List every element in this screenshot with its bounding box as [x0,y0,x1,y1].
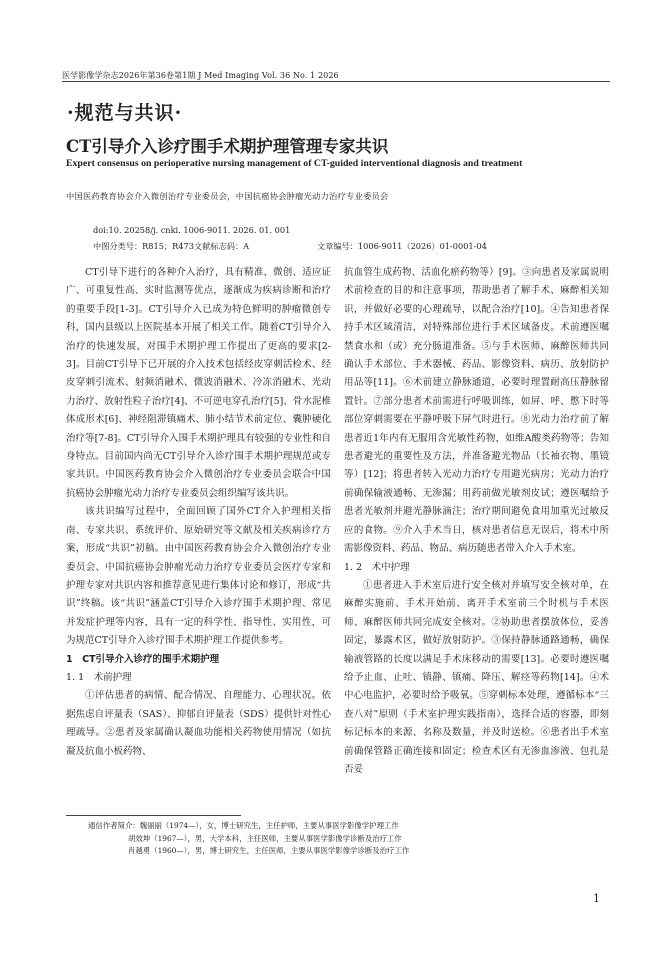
preop-continued-paragraph: 抗血管生成药物、活血化瘀药物等）[9]。③向患者及家属说明术前检查的目的和注意事项，帮助患者了解手术、麻醉相关知识，并做好必要的心理疏导，以配合治疗[10]。④告知患者保持手术区域清洁，对特殊部位进行手术区域备皮。术前遵医嘱禁食水和（或）充分肠道准备。⑤与手术医师、麻醉医师共同确认手术部位、手术器械、药品、影像资料、病历、放射防护用品等[11]。⑥术前建立静脉通道，必要时理置耐高压静脉留置针。⑦部分患者术前需进行呼吸训练，如屏、呼、憋下时等部位穿刺需要在平静呼吸下屏气时进行。⑧光动力治疗前了解患者近1年内有无服用含光敏性药物，如维A酸类药物等；告知患者避光的重要性及方法，并准备避光物品（长袖衣物、墨镜等）[12]；将患者转入光动力治疗专用避光病房；光动力治疗前确保输液通畅、无渗漏；用药前做光敏剂皮试；遵医嘱给予患者光敏剂并避光静脉滴注；治疗期间避免食用加重光过敏反应的食物。⑨介入手术当日，核对患者信息无误后，将术中所需影像资料、药品、物品、病历随患者带入介入手术室。 [344,267,609,555]
section-heading-1: 1 CT引导介入诊疗的围手术期护理 [66,653,220,665]
doi-line: doi:10. 20258/j. cnki. 1006-9011. 2026. 01. 001 [93,225,291,235]
footnote-author-1: 通信作者简介：魏丽丽（1974—），女，博士研究生，主任护师，主要从事医学影像学护理工作 [88,821,399,830]
subsection-heading-1-1: 1. 1 术前护理 [66,671,132,683]
section-label: ·规范与共识· [67,102,183,124]
footnote-divider [66,815,241,816]
footnote-author-2: 胡效坤（1967—），男，大学本科，主任医师，主要从事医学影像学诊断及治疗工作 [128,833,402,843]
intro-paragraph: CT引导下进行的各种介入治疗，具有精准、微创、适应证广、可重复性高、实时监测等优点，逐渐成为疾病诊断和治疗的重要手段[1-3]。CT引导介入已成为特色鲜明的肿瘤微创专科，国内县级以上医院基本开展了相关工作。随着CT引导介入治疗的快速发展，对围手术期护理工作提出了更高的要求[2-3]。目前CT引导下已开展的介入技术包括经皮穿刺活检术、经皮穿刺引流术、射频消融术、微波消融术、冷冻消融术、光动力治疗、放射性粒子治疗[4]、不可逆电穿孔治疗[5]、骨水泥椎体成形术[6]、神经阻滞镇痛术、肺小结节术前定位、囊肿硬化治疗等[7-8]。CT引导介入围手术期护理具有较强的专业性和自身特点。目前国内尚无CT引导介入诊疗围手术期护理规范或专家共识。中国医药教育协会介入微创治疗专业委员会联合中国抗癌协会肿瘤光动力治疗专业委员会组织编写该共识。 [66,267,331,499]
journal-header: 医学影像学杂志2026年第36卷第1期 J Med Imaging Vol. 36 No. 1 2026 [62,71,339,80]
left-column [66,264,331,761]
subsection-heading-1-2: 1. 2 术中护理 [344,561,410,573]
class-number: 中图分类号：R815；R473 [93,241,194,251]
article-title-cn: CT引导介入诊疗围手术期护理管理专家共识 [66,137,389,156]
right-column [344,264,609,779]
method-paragraph: 该共识编写过程中，全面回顾了国外CT介入护理相关指南、专家共识、系统评价、原始研究等文献及相关疾病诊疗方案，形成“共识”初稿。由中国医药教育协会介入微创治疗专业委员会、中国抗癌协会肿瘤光动力治疗专业委员会医疗专家和护理专家对共识内容和推荐意见进行集体讨论和修订，形成“共识”终稿。该“共识”涵盖CT引导介入诊疗围手术期护理、常见并发症护理等内容，具有一定的科学性、指导性、实用性，可为规范CT引导介入诊疗围手术期护理工作提供参考。 [66,506,331,647]
article-number: 文章编号：1006-9011（2026）01-0001-04 [317,241,487,251]
footnote-author-3: 肖越勇（1960—），男，博士研究生，主任医师，主要从事医学影像学诊断及治疗工作 [128,846,410,855]
footnotes [88,820,409,858]
intraop-paragraph: ①患者进入手术室后进行安全核对并填写安全核对单，在麻醉实施前、手术开始前、离开手术室前三个时机与手术医师、麻醉医师共同完成安全核对。②协助患者摆放体位，妥善固定，暴露术区，做好放射防护。③保持静脉通路通畅，确保输液管路的长度以满足手术床移动的需要[13]。必要时遵医嘱给予止血、止吐、镇静、镇痛、降压、解痉等药物[14]。④术中心电监护，必要时给予吸氧。⑤穿刺标本处理，遵循标本“三查八对”原则（手术室护理实践指南），选择合适的容器，即刻标记标本的来源、名称及数量，并及时送检。⑥患者出手术室前确保管路正确连接和固定；检查术区有无渗血渗液、包扎是否妥 [344,579,609,775]
header-divider [62,81,610,82]
document-code: 文献标志码：A [194,241,250,251]
author-organizations: 中国医药教育协会介入微创治疗专业委员会，中国抗癌协会肿瘤光动力治疗专业委员会 [66,191,389,201]
page-number: 1 [593,892,600,905]
article-title-en: Expert consensus on perioperative nursing management of CT-guided interventional diagnosis and treatment [66,158,523,169]
preop-paragraph: ①评估患者的病情、配合情况、自理能力、心理状况。依据焦虑自评量表（SAS）、抑郁自评量表（SDS）提供针对性心理疏导。②患者及家属确认凝血功能相关药物使用情况（如抗凝及抗血小板药物、 [66,690,331,757]
